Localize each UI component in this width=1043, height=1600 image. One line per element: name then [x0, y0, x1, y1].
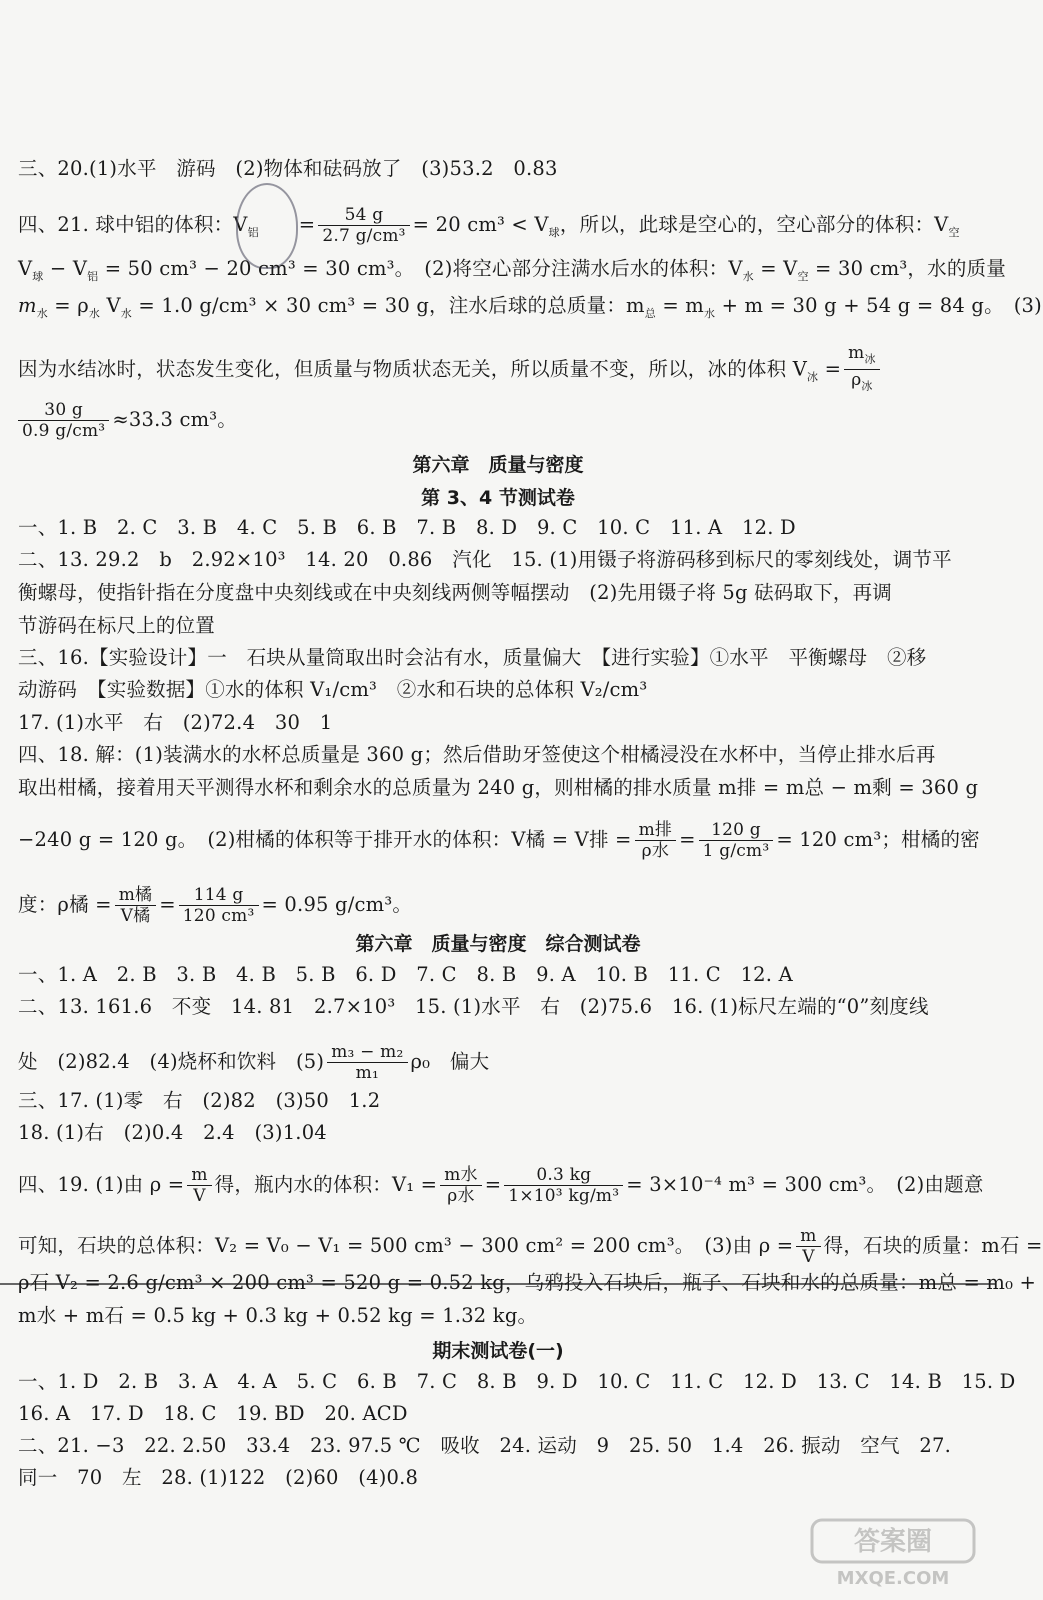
- answer-line: 二、13. 29.2 b 2.92×10³ 14. 20 0.86 汽化 15. (1)用镊子将游码移到标尺的零刻线处，调节平: [18, 548, 952, 571]
- answer-line: 衡螺母，使指针指在分度盘中央刻线或在中央刻线两侧等幅摆动 (2)先用镊子将 5g 砝码取下，再调: [18, 581, 893, 604]
- fraction: $\frac{30 g}{\text{0.9 g/cm³}}$: [18, 400, 109, 441]
- answer-line: 处 (2)82.4 (4)烧杯和饮料 (5) $\frac{\text{m₃ − m₂}}{\text{m₁}}$ ρ₀ 偏大: [18, 1042, 490, 1083]
- fraction: $\frac{\text{m橘}}{\text{V橘}}$: [115, 885, 157, 926]
- answer-line: 四、19. (1)由 ρ = $\frac{m}{V}$ 得，瓶内水的体积：V₁ = $\frac{\text{m水}}{\text{ρ水}}$ = $\frac{0.3 kg}{\text{1×10³ kg/m³}}$ = 3×10⁻⁴ m³ = 300 cm³。 (2)由题意: [18, 1165, 984, 1206]
- answer-line: 可知，石块的总体积：V₂ = V₀ − V₁ = 500 cm³ − 300 cm² = 200 cm³。 (3)由 ρ = $\frac{m}{V}$ 得，石块的质量：m石 =: [18, 1226, 1043, 1267]
- answer-line: 二、13. 161.6 不变 14. 81 2.7×10³ 15. (1)水平 右 (2)75.6 16. (1)标尺左端的“0”刻度线: [18, 995, 929, 1018]
- fraction: $\frac{\text{m₃ − m₂}}{\text{m₁}}$: [327, 1042, 407, 1083]
- section-heading: 期末测试卷(一): [432, 1340, 564, 1362]
- answer-line: 二、21. −3 22. 2.50 33.4 23. 97.5 ℃ 吸收 24. 运动 9 25. 50 1.4 26. 振动 空气 27.: [18, 1434, 952, 1457]
- answer-line: 一、1. D 2. B 3. A 4. A 5. C 6. B 7. C 8. B 9. D 10. C 11. C 12. D 13. C 14. B 15. D: [18, 1370, 1016, 1393]
- answer-line: $\frac{30 g}{\text{0.9 g/cm³}}$ ≈33.3 cm³。: [18, 400, 978, 441]
- answer-line: 三、20.(1)水平 游码 (2)物体和砝码放了 (3)53.2 0.83: [18, 157, 558, 180]
- watermark-logo: [808, 1516, 978, 1590]
- fraction: $\frac{m}{V}$: [796, 1226, 820, 1267]
- fraction: $\frac{114 g}{\text{120 cm³}}$: [179, 885, 259, 926]
- answer-line: 同一 70 左 28. (1)122 (2)60 (4)0.8: [18, 1466, 419, 1489]
- chapter-heading: 第六章 质量与密度: [412, 454, 584, 476]
- answer-line: 四、18. 解：(1)装满水的水杯总质量是 360 g；然后借助牙签使这个柑橘浸没在水杯中，当停止排水后再: [18, 743, 936, 766]
- fraction: $\frac{120 g}{\text{1 g/cm³}}$: [699, 820, 774, 861]
- section-heading: 第 3、4 节测试卷: [421, 487, 575, 509]
- fraction: $\frac{m}{V}$: [187, 1165, 211, 1206]
- answer-line: 度：ρ橘 = $\frac{\text{m橘}}{\text{V橘}}$ = $\frac{114 g}{\text{120 cm³}}$ = 0.95 g/cm³。: [18, 885, 413, 926]
- answer-line: 动游码 【实验数据】①水的体积 V₁/cm³ ②水和石块的总体积 V₂/cm³: [18, 678, 648, 701]
- answer-line: 18. (1)右 (2)0.4 2.4 (3)1.04: [18, 1121, 327, 1144]
- fraction: $\frac{m_冰}{\rho_冰}$: [844, 343, 880, 397]
- answer-line: 一、1. B 2. C 3. B 4. C 5. B 6. B 7. B 8. D 9. C 10. C 11. A 12. D: [18, 516, 796, 539]
- chapter-heading: 第六章 质量与密度 综合测试卷: [355, 933, 641, 955]
- answer-line: 四、21. 球中铝的体积：$V_铝$ = $\frac{54 g}{\text{2.7 g/cm³}}$ = 20 $cm^3 < V_球$，所以，此球是空心的，空心部分的体积：$V_空$: [18, 205, 960, 246]
- svg-text:MXQE.COM: MXQE.COM: [836, 1568, 950, 1589]
- answer-line: 因为水结冰时，状态发生变化，但质量与物质状态无关，所以质量不变，所以，冰的体积 $V_冰$ = $\frac{m_冰}{\rho_冰}$: [18, 343, 978, 397]
- svg-text:答案圈: 答案圈: [853, 1527, 933, 1557]
- answer-line: 三、17. (1)零 右 (2)82 (3)50 1.2: [18, 1089, 381, 1112]
- fraction: $\frac{\text{m水}}{\text{ρ水}}$: [440, 1165, 482, 1206]
- answer-line: $V_球 - V_铝 = 50$ cm³ − 20 cm³ = 30 cm³。 (2)将空心部分注满水后水的体积：$V_水 = V_空 = 30$ cm³，水的质量: [18, 257, 1006, 283]
- answer-line: 17. (1)水平 右 (2)72.4 30 1: [18, 711, 333, 734]
- fraction: $\frac{\text{m排}}{\text{ρ水}}$: [635, 820, 677, 861]
- fraction: $\frac{54 g}{\text{2.7 g/cm³}}$: [318, 205, 409, 246]
- answer-line: 取出柑橘，接着用天平测得水杯和剩余水的总质量为 240 g，则柑橘的排水质量 m排 = m总 − m剩 = 360 g: [18, 776, 979, 799]
- answer-line: 16. A 17. D 18. C 19. BD 20. ACD: [18, 1402, 408, 1425]
- answer-line: ρ石 V₂ = 2.6 g/cm³ × 200 cm³ = 520 g = 0.52 kg，乌鸦投入石块后，瓶子、石块和水的总质量：m总 = m₀ +: [18, 1271, 1037, 1294]
- fraction: $\frac{0.3 kg}{\text{1×10³ kg/m³}}$: [504, 1165, 623, 1206]
- answer-line: 三、16.【实验设计】一 石块从量筒取出时会沾有水，质量偏大 【进行实验】①水平 平衡螺母 ②移: [18, 646, 927, 669]
- answer-line: 节游码在标尺上的位置: [18, 614, 216, 637]
- answer-line: 一、1. A 2. B 3. B 4. B 5. B 6. D 7. C 8. B 9. A 10. B 11. C 12. A: [18, 963, 793, 986]
- answer-line: m水 + m石 = 0.5 kg + 0.3 kg + 0.52 kg = 1.32 kg。: [18, 1304, 538, 1327]
- answer-line: −240 g = 120 g。 (2)柑橘的体积等于排开水的体积：V橘 = V排 = $\frac{\text{m排}}{\text{ρ水}}$ = $\frac{120 g}{\text{1 g/cm³}}$ = 120 cm³；柑橘的密: [18, 820, 980, 861]
- answer-line: $m_水 = \rho_水$ $V_水 = 1.0$ g/cm³ × 30 cm³ = 30 g，注水后球的总质量：$m_总 = m_水 + m = 30$ g + 54 g = 84 g。 (3): [18, 294, 1042, 320]
